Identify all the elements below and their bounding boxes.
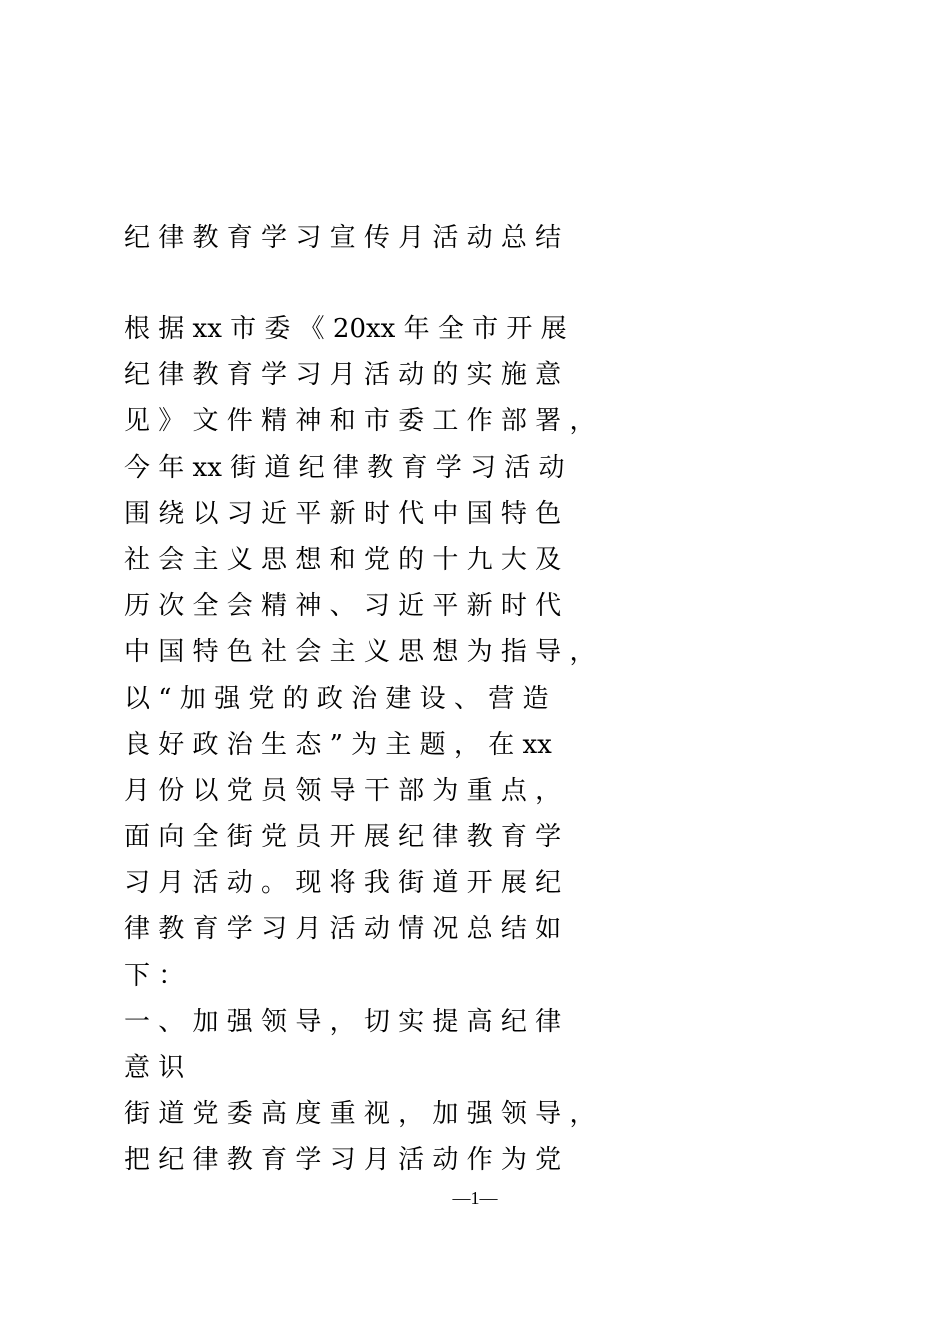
document-body [124,306,834,1184]
body-line: 围 绕 以 习 近 平 新 时 代 中 国 特 色 [124,498,562,529]
body-line: 根 据 xx 市 委 《 20xx 年 全 市 开 展 [124,314,567,344]
section-heading: 一 、 加 强 领 导 ， 切 实 提 高 纪 律 [124,1006,562,1037]
body-line: 社 会 主 义 思 想 和 党 的 十 九 大 及 [124,544,562,575]
body-line: 历 次 全 会 精 神 、 习 近 平 新 时 代 [124,591,562,622]
body-line: 街 道 党 委 高 度 重 视 ， 加 强 领 导 ， [124,1099,596,1130]
body-line: 律 教 育 学 习 月 活 动 情 况 总 结 如 [124,914,562,945]
body-line: 月 份 以 党 员 领 导 干 部 为 重 点 ， [124,775,562,806]
body-line: 良 好 政 治 生 态 ” 为 主 题 ， 在 xx [124,729,552,760]
body-line: 中 国 特 色 社 会 主 义 思 想 为 指 导 ， [124,637,596,668]
body-line: 下 ： [124,960,185,991]
page-number: —1— [452,1188,498,1208]
body-line: 把 纪 律 教 育 学 习 月 活 动 作 为 党 [124,1145,562,1176]
body-line: 纪 律 教 育 学 习 月 活 动 的 实 施 意 [124,360,562,391]
body-line: 今 年 xx 街 道 纪 律 教 育 学 习 活 动 [124,452,565,483]
body-line: 习 月 活 动 。 现 将 我 街 道 开 展 纪 [124,868,562,899]
body-line: 见 》 文 件 精 神 和 市 委 工 作 部 署 ， [124,406,596,437]
section-heading-continued: 意 识 [124,1053,185,1083]
document-title: 纪 律 教 育 学 习 宣 传 月 活 动 总 结 [124,223,562,253]
body-line: 以 “ 加 强 党 的 政 治 建 设 、 营 造 [124,683,549,714]
body-line: 面 向 全 街 党 员 开 展 纪 律 教 育 学 [124,822,562,853]
